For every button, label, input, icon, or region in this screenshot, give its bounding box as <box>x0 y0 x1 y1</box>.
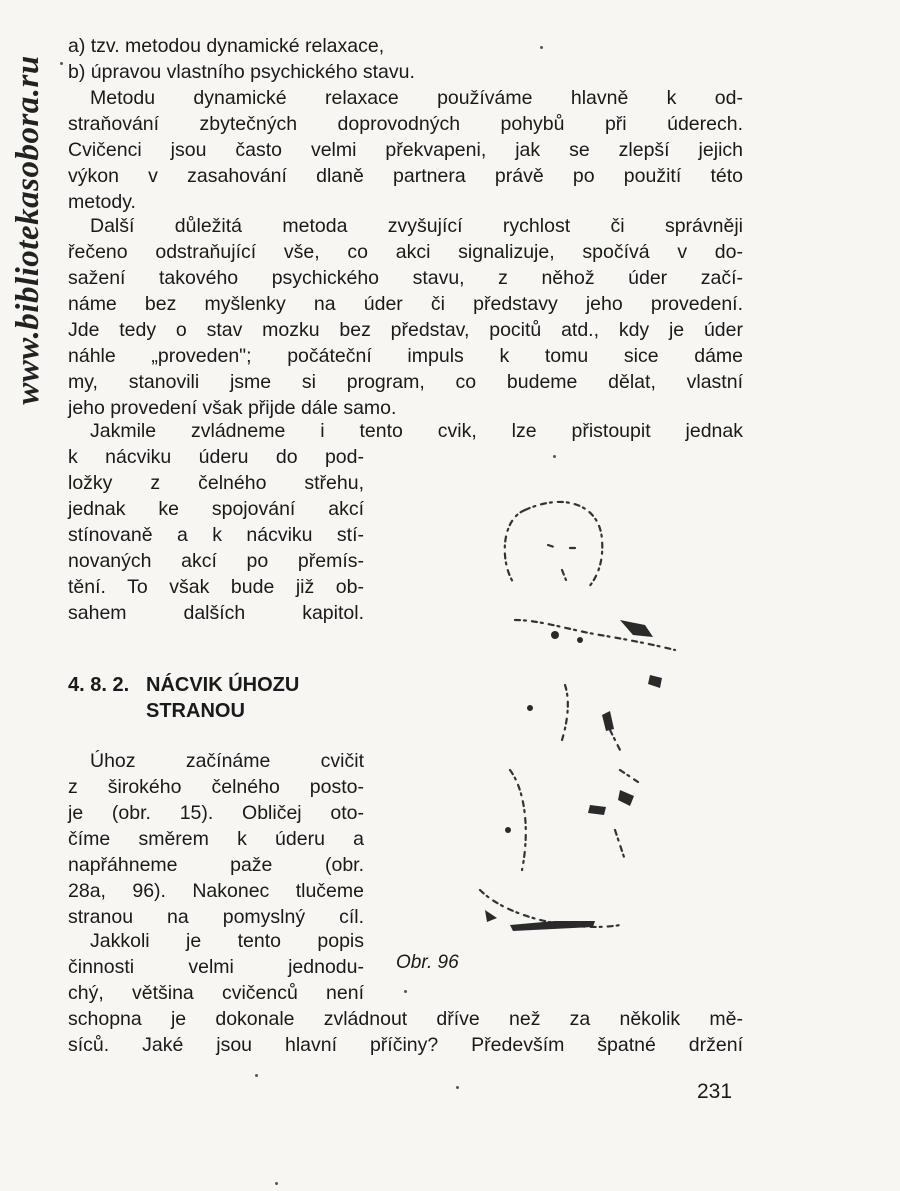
paragraph-3-line: sahem dalších kapitol. <box>68 602 364 624</box>
paragraph-2-line: náme bez myšlenky na úder či představy jeho provedení. <box>68 293 743 315</box>
list-item-a: a) tzv. metodou dynamické relaxace, <box>68 35 385 57</box>
arm-line <box>510 770 526 870</box>
paragraph-1-line: Cvičenci jsou často velmi překvapeni, jak se zlepší jejich <box>68 139 743 161</box>
paragraph-4-line: stranou na pomyslný cíl. <box>68 906 364 928</box>
paragraph-3-line: stínovaně a k nácviku stí- <box>68 524 364 546</box>
paragraph-3-line: ložky z čelného střehu, <box>68 472 364 494</box>
paragraph-4-line: je (obr. 15). Obličej oto- <box>68 802 364 824</box>
paragraph-3-line: Jakmile zvládneme i tento cvik, lze přistoupit jednak <box>90 420 743 442</box>
scan-speck <box>553 455 556 458</box>
paragraph-4-line: napřáhneme paže (obr. <box>68 854 364 876</box>
paragraph-4-line: Jakkoli je tento popis <box>90 930 364 952</box>
page-number: 231 <box>697 1080 733 1103</box>
paragraph-2-line: jeho provedení však přijde dále samo. <box>68 397 397 419</box>
paragraph-1-line: metody. <box>68 191 136 213</box>
figure-photo <box>470 470 685 940</box>
scan-speck <box>540 46 543 49</box>
paragraph-3-line: k nácviku úderu do pod- <box>68 446 364 468</box>
photo-shading <box>485 620 662 931</box>
paragraph-2-line: Jde tedy o stav mozku bez představ, pocitů atd., kdy je úder <box>68 319 743 341</box>
paragraph-4-line: chý, většina cvičenců není <box>68 982 364 1004</box>
head-outline <box>505 510 525 585</box>
figure-caption: Obr. 96 <box>396 952 459 973</box>
watermark: www.bibliotekasobora.ru <box>10 55 46 405</box>
paragraph-3-line: jednak ke spojování akcí <box>68 498 364 520</box>
scan-speck <box>60 62 63 65</box>
scan-speck <box>275 1182 278 1185</box>
paragraph-2-line: náhle „proveden"; počáteční impuls k tomu sice dáme <box>68 345 743 367</box>
paragraph-2-line: my, stanovili jsme si program, co budeme dělat, vlastní <box>68 371 743 393</box>
face-features <box>548 545 578 580</box>
paragraph-3-line: tění. To však bude již ob- <box>68 576 364 598</box>
paragraph-2-line: sažení takového psychického stavu, z něhož úder začí- <box>68 267 743 289</box>
list-item-b: b) úpravou vlastního psychického stavu. <box>68 61 415 83</box>
paragraph-1-line: Metodu dynamické relaxace používáme hlavně k od- <box>90 87 743 109</box>
paragraph-4-line: síců. Jaké jsou hlavní příčiny? Především špatné držení <box>68 1034 743 1056</box>
paragraph-4-line: činnosti velmi jednodu- <box>68 956 364 978</box>
paragraph-2-line: řečeno odstraňující vše, co akci signalizuje, spočívá v do- <box>68 241 743 263</box>
paragraph-2-line: Další důležitá metoda zvyšující rychlost či správněji <box>90 215 743 237</box>
paragraph-1-line: straňování zbytečných doprovodných pohybů při úderech. <box>68 113 743 135</box>
paragraph-4-line: schopna je dokonale zvládnout dříve než za několik mě- <box>68 1008 743 1030</box>
section-number: 4. 8. 2. <box>68 674 130 696</box>
paragraph-1-line: výkon v zasahování dlaně partnera právě po použití této <box>68 165 743 187</box>
scan-speck <box>456 1086 459 1089</box>
paragraph-4-line: z širokého čelného posto- <box>68 776 364 798</box>
paragraph-4-line: Úhoz začínáme cvičit <box>90 750 364 772</box>
section-heading <box>68 672 299 724</box>
base-line <box>480 890 620 927</box>
paragraph-3-line: novaných akcí po přemís- <box>68 550 364 572</box>
scan-speck <box>255 1074 258 1077</box>
torso-line <box>562 685 568 740</box>
scan-speck <box>404 990 407 993</box>
section-title-line1: NÁCVIK ÚHOZU <box>146 674 300 696</box>
section-title-line2: STRANOU <box>146 700 245 722</box>
paragraph-4-line: číme směrem k úderu a <box>68 828 364 850</box>
paragraph-4-line: 28a, 96). Nakonec tlučeme <box>68 880 364 902</box>
